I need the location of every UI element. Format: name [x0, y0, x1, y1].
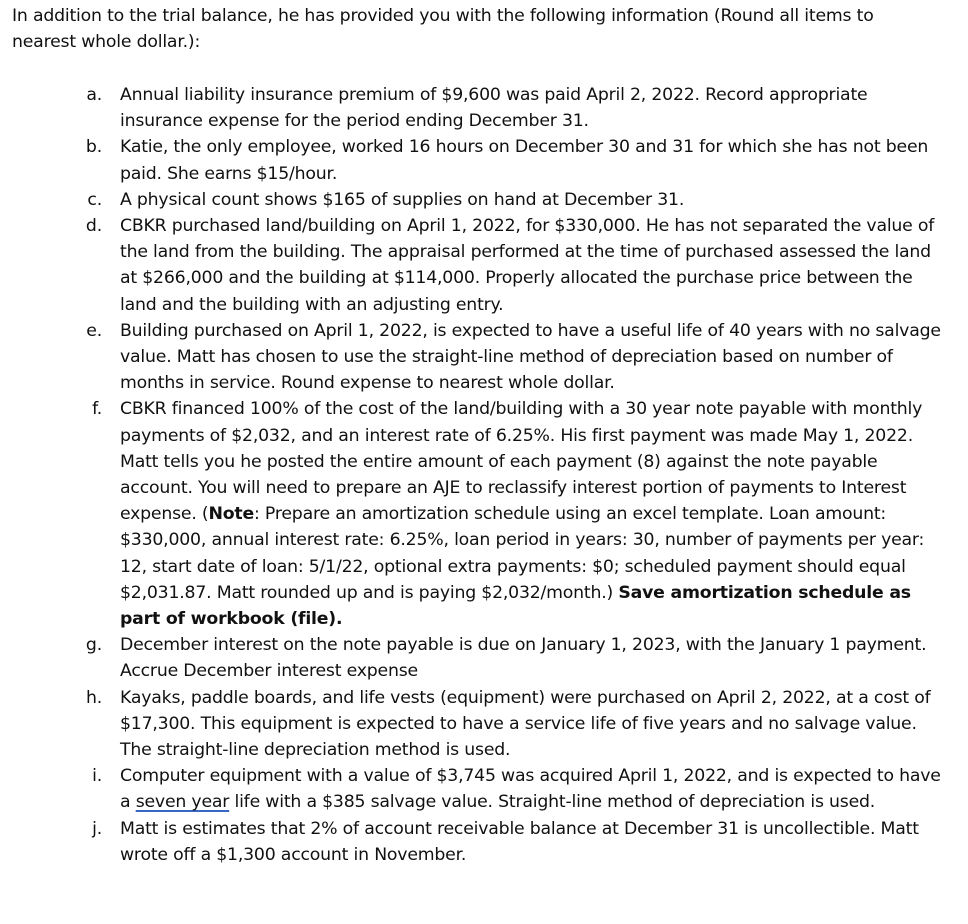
list-item-g	[0, 632, 950, 684]
list-item-i	[0, 763, 950, 815]
intro-paragraph: In addition to the trial balance, he has provided you with the following information (Round all items to nearest whole dollar.):	[12, 6, 874, 52]
list-item-text-continued: life with a $385 salvage value. Straight-line method of depreciation is used.	[229, 792, 876, 813]
list-marker: c.	[87, 189, 102, 210]
list-marker: g.	[85, 635, 102, 656]
list-item-text: December interest on the note payable is due on January 1, 2023, with the January 1 payment. Accrue December interest expense	[120, 635, 927, 682]
list-item-f	[0, 396, 950, 632]
list-item-text: Building purchased on April 1, 2022, is expected to have a useful life of 40 years with no salvage value. Matt has chosen to use the straight-line method of depreciation based on number of months in service. Round expense to nearest whole dollar.	[120, 320, 941, 394]
list-item-text: CBKR purchased land/building on April 1, 2022, for $330,000. He has not separated the value of the land from the building. The appraisal performed at the time of purchased assessed the land at $266,000 and the building at $114,000. Properly allocated the purchase price between the land and the building with an adjusting entry.	[120, 216, 935, 315]
list-marker: b.	[85, 137, 102, 158]
list-item-text: Annual liability insurance premium of $9,600 was paid April 2, 2022. Record appropriate insurance expense for the period ending December 31.	[120, 85, 868, 132]
list-item-h	[0, 685, 950, 764]
list-marker: f.	[92, 399, 102, 420]
list-item-text: Kayaks, paddle boards, and life vests (equipment) were purchased on April 2, 2022, at a cost of $17,300. This equipment is expected to have a service life of five years and no salvage value. The straight-line depreciation method is used.	[120, 687, 931, 761]
list-item-b	[0, 134, 950, 186]
list-item-c	[0, 187, 950, 213]
list-item-text: Matt is estimates that 2% of account receivable balance at December 31 is uncollectible. Matt wrote off a $1,300 account in November.	[120, 818, 919, 865]
save-instruction: Save amortization schedule as part of workbook (file).	[120, 582, 911, 630]
list-item-text: Computer equipment with a value of $3,745 was acquired April 1, 2022, and is expected to have a	[120, 766, 941, 813]
list-item-text: CBKR financed 100% of the cost of the land/building with a 30 year note payable with monthly payments of $2,032, and an interest rate of 6.25%. His first payment was made May 1, 2022. Matt tells you he posted the entire amount of each payment (8) against the note payable account. You will need to prepare an AJE to reclassify interest portion of payments to Interest expense. (	[120, 399, 923, 525]
list-item-d	[0, 213, 950, 318]
note-label: Note	[208, 504, 255, 525]
list-item-text: Katie, the only employee, worked 16 hours on December 30 and 31 for which she has not been paid. She earns $15/hour.	[120, 137, 929, 184]
list-marker: d.	[85, 216, 102, 237]
list-marker: j.	[92, 818, 102, 839]
adjustment-list	[0, 82, 968, 868]
list-item-a	[0, 82, 950, 134]
list-item-e	[0, 318, 950, 397]
list-marker: e.	[86, 320, 102, 341]
spellcheck-underlined-phrase[interactable]: seven year	[135, 792, 230, 813]
list-item-j	[0, 816, 950, 868]
list-marker: a.	[86, 85, 102, 105]
list-item-text: A physical count shows $165 of supplies on hand at December 31.	[120, 189, 685, 210]
list-item-text-continued: : Prepare an amortization schedule using an excel template. Loan amount: $330,000, annual interest rate: 6.25%, loan period in years: 30, number of payments per year: 12, start date of loan: 5/1/22, optional extra payments: $0; scheduled payment should equal $2,031.87. Matt rounded up and is paying $2,032/month.)	[120, 504, 925, 603]
list-marker: i.	[92, 766, 102, 787]
list-marker: h.	[85, 687, 102, 708]
